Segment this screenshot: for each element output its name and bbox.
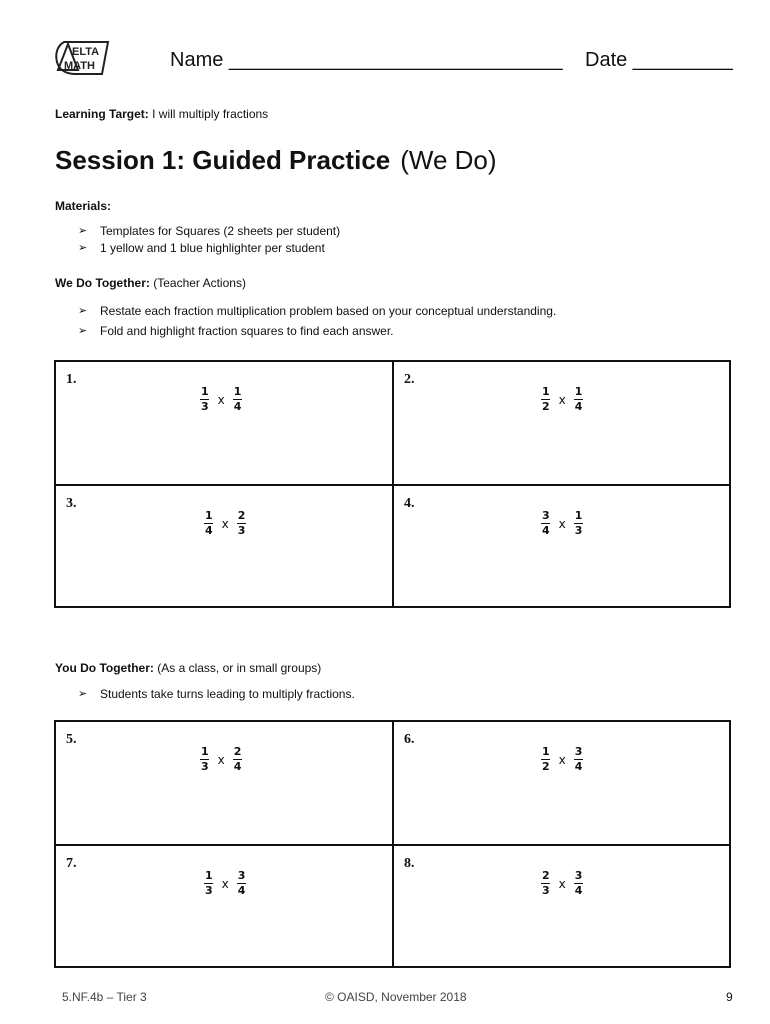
delta-math-logo xyxy=(54,40,112,76)
problem-cell: 5. $\frac{1}{3}$ x $\frac{2}{4}$ xyxy=(56,722,394,846)
list-item: ➢ Fold and highlight fraction squares to find each answer. xyxy=(78,324,394,338)
fraction-expression: $\frac{1}{2}$ x $\frac{3}{4}$ xyxy=(542,745,583,773)
learning-target-text: I will multiply fractions xyxy=(152,107,269,121)
problem-cell: 6. $\frac{1}{2}$ x $\frac{3}{4}$ xyxy=(394,722,729,846)
session-title: Session 1: Guided Practice xyxy=(55,145,391,175)
learning-target-label: Learning Target: xyxy=(55,107,149,121)
learning-target xyxy=(55,107,268,121)
materials-heading: Materials: xyxy=(55,199,112,213)
problem-cell: 7. $\frac{1}{3}$ x $\frac{3}{4}$ xyxy=(56,846,394,966)
arrow-bullet-icon: ➢ xyxy=(78,688,88,700)
problem-grid-you-do xyxy=(54,720,731,968)
problem-cell: 3. $\frac{1}{4}$ x $\frac{2}{3}$ xyxy=(56,486,394,606)
arrow-bullet-icon: ➢ xyxy=(78,225,88,237)
arrow-bullet-icon: ➢ xyxy=(78,242,88,254)
list-item: ➢ Restate each fraction multiplication problem based on your conceptual understanding. xyxy=(78,304,557,318)
page-number: 9 xyxy=(726,990,733,1004)
list-item: ➢ 1 yellow and 1 blue highlighter per student xyxy=(78,241,325,255)
fraction-expression: $\frac{3}{4}$ x $\frac{1}{3}$ xyxy=(542,509,583,537)
footer-copyright: © OAISD, November 2018 xyxy=(325,990,467,1004)
fraction-expression: $\frac{2}{3}$ x $\frac{3}{4}$ xyxy=(542,869,583,897)
we-do-heading: We Do Together: (Teacher Actions) xyxy=(55,276,246,290)
list-item: ➢ Templates for Squares (2 sheets per student) xyxy=(78,224,341,238)
problem-cell: 2. $\frac{1}{2}$ x $\frac{1}{4}$ xyxy=(394,362,729,486)
arrow-bullet-icon: ➢ xyxy=(78,305,88,317)
fraction-expression: $\frac{1}{3}$ x $\frac{3}{4}$ xyxy=(205,869,246,897)
you-do-list xyxy=(78,686,355,703)
problem-grid-we-do xyxy=(54,360,731,608)
footer-standard: 5.NF.4b – Tier 3 xyxy=(62,990,147,1004)
name-field-label: Name ______________________________ xyxy=(170,49,563,71)
problem-cell: 8. $\frac{2}{3}$ x $\frac{3}{4}$ xyxy=(404,856,583,897)
we-do-list xyxy=(78,303,556,340)
logo-text-bottom: MATH xyxy=(64,60,95,72)
materials-list xyxy=(78,223,340,257)
fraction-expression: $\frac{1}{4}$ x $\frac{2}{3}$ xyxy=(205,509,246,537)
logo-text-top: ELTA xyxy=(72,46,100,58)
arrow-bullet-icon: ➢ xyxy=(78,325,88,337)
problem-cell: 4. $\frac{3}{4}$ x $\frac{1}{3}$ xyxy=(404,496,583,537)
fraction-expression: $\frac{1}{3}$ x $\frac{2}{4}$ xyxy=(201,745,242,773)
page-title xyxy=(55,145,497,176)
session-subtitle: (We Do) xyxy=(400,145,497,175)
date-field-label: Date _________ xyxy=(585,49,733,71)
you-do-heading: You Do Together: (As a class, or in small groups) xyxy=(55,661,322,675)
problem-cell: 1. $\frac{1}{3}$ x $\frac{1}{4}$ xyxy=(56,362,394,486)
fraction-expression: $\frac{1}{2}$ x $\frac{1}{4}$ xyxy=(542,385,583,413)
list-item: ➢ Students take turns leading to multiply fractions. xyxy=(78,687,355,701)
fraction-expression: $\frac{1}{3}$ x $\frac{1}{4}$ xyxy=(201,385,242,413)
